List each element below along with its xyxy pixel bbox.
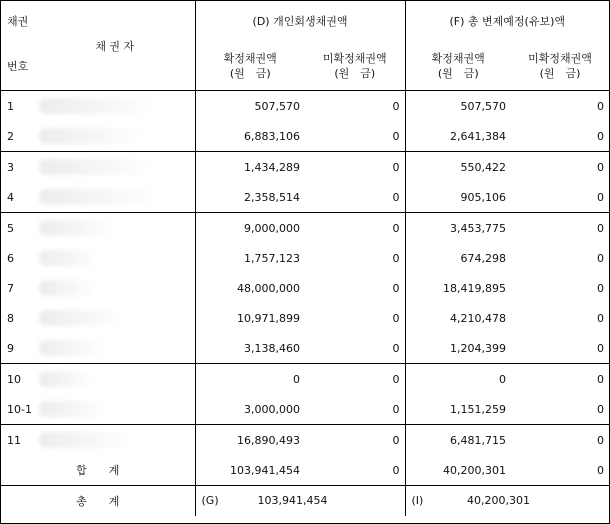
header-f-unconfirmed-label: 미확정채권액 (528, 51, 592, 65)
header-d-confirmed-unit: (원 금) (229, 66, 271, 80)
amount-f-conf: 4,210,478 (405, 303, 511, 333)
header-creditor-no-2: 번호 (1, 41, 35, 91)
amount-f-unconf: 0 (597, 281, 604, 295)
amount-d-unconf: 0 (392, 251, 400, 265)
total-i-cell (405, 486, 609, 517)
amount-f-conf: 6,481,715 (405, 425, 511, 456)
header-creditor: 채 권 자 (35, 1, 195, 91)
amount-d-unconf: 0 (392, 433, 400, 447)
amount-f-unconf: 0 (597, 221, 604, 235)
creditor-number: 10 (7, 372, 21, 386)
table-row (1, 394, 609, 425)
creditor-name-redacted (35, 333, 195, 364)
amount-f-unconf: 0 (511, 333, 609, 364)
creditor-name-redacted (35, 394, 195, 425)
header-group-f: (F) 총 변제예정(유보)액 (405, 1, 609, 41)
amount-f-unconf: 0 (597, 433, 604, 447)
amount-d-unconf: 0 (392, 99, 400, 113)
amount-f-unconf: 0 (597, 99, 604, 113)
header-f-confirmed-unit: (원 금) (437, 66, 479, 80)
amount-d-unconf: 0 (305, 121, 405, 152)
creditor-number: 3 (7, 160, 14, 174)
amount-f-conf: 1,204,399 (405, 333, 511, 364)
amount-f-conf: 1,151,259 (405, 394, 511, 425)
amount-d-conf: 6,883,106 (195, 121, 305, 152)
amount-d-conf: 507,570 (195, 91, 305, 122)
sum-label: 합 계 (1, 455, 195, 486)
amount-d-unconf: 0 (392, 281, 400, 295)
total-i-label: (I) (411, 494, 424, 507)
amount-f-conf: 674,298 (405, 243, 511, 273)
creditor-name-redacted (35, 364, 195, 395)
header-f-confirmed-label: 확정채권액 (431, 51, 485, 65)
creditor-number: 11 (7, 433, 21, 447)
amount-f-unconf: 0 (511, 121, 609, 152)
creditor-name-redacted (35, 213, 195, 244)
amount-f-conf: 905,106 (405, 182, 511, 213)
amount-d-unconf: 0 (305, 394, 405, 425)
total-g-label: (G) (201, 494, 219, 507)
sum-f-unconfirmed: 0 (511, 455, 609, 486)
creditor-name-redacted (35, 243, 195, 273)
amount-d-unconf: 0 (305, 333, 405, 364)
header-f-unconfirmed-unit: (원 금) (539, 66, 581, 80)
header-d-unconfirmed-label: 미확정채권액 (322, 51, 387, 65)
total-i-value: 40,200,301 (467, 494, 530, 507)
creditor-name-redacted (35, 425, 195, 456)
sum-d-confirmed: 103,941,454 (195, 455, 305, 486)
table-row (1, 121, 609, 152)
header-d-confirmed (195, 41, 305, 91)
grand-total-row (1, 486, 609, 517)
total-label: 총 계 (76, 495, 120, 508)
creditor-number: 2 (1, 121, 35, 152)
creditor-number: 1 (7, 99, 14, 113)
creditor-number: 7 (7, 281, 14, 295)
creditor-number: 9 (1, 333, 35, 364)
amount-d-unconf: 0 (392, 372, 400, 386)
amount-d-conf: 3,138,460 (195, 333, 305, 364)
table-row (1, 91, 609, 122)
amount-f-conf: 507,570 (405, 91, 511, 122)
amount-d-conf: 9,000,000 (195, 213, 305, 244)
table-row (1, 273, 609, 303)
total-g-cell (195, 486, 405, 517)
table-row (1, 152, 609, 183)
table-row (1, 213, 609, 244)
header-d-unconfirmed (305, 41, 405, 91)
amount-f-unconf: 0 (597, 372, 604, 386)
sum-f-confirmed: 40,200,301 (405, 455, 511, 486)
amount-d-conf: 1,757,123 (195, 243, 305, 273)
amount-d-conf: 16,890,493 (195, 425, 305, 456)
creditor-number: 4 (1, 182, 35, 213)
table-row (1, 364, 609, 395)
creditor-name-redacted (35, 182, 195, 213)
creditor-number: 6 (7, 251, 14, 265)
amount-f-unconf: 0 (597, 251, 604, 265)
creditor-name-redacted (35, 273, 195, 303)
creditor-name-redacted (35, 152, 195, 183)
amount-f-unconf: 0 (597, 160, 604, 174)
table-row (1, 425, 609, 456)
header-creditor-no-1: 채권 (7, 15, 29, 28)
table-row (1, 243, 609, 273)
creditor-amount-table (1, 1, 609, 516)
header-row-top (1, 1, 609, 41)
creditor-name-redacted (35, 121, 195, 152)
amount-d-conf: 1,434,289 (195, 152, 305, 183)
amount-d-conf: 3,000,000 (195, 394, 305, 425)
sum-row (1, 455, 609, 486)
amount-f-conf: 2,641,384 (405, 121, 511, 152)
amount-d-unconf: 0 (392, 311, 400, 325)
amount-f-unconf: 0 (511, 394, 609, 425)
header-d-confirmed-label: 확정채권액 (223, 51, 277, 65)
table-body (1, 1, 609, 516)
amount-d-conf: 10,971,899 (195, 303, 305, 333)
header-f-confirmed (405, 41, 511, 91)
amount-d-conf: 48,000,000 (195, 273, 305, 303)
table-row (1, 333, 609, 364)
creditor-number: 5 (7, 221, 14, 235)
amount-d-unconf: 0 (305, 182, 405, 213)
amount-d-conf: 2,358,514 (195, 182, 305, 213)
header-d-unconfirmed-unit: (원 금) (334, 66, 376, 80)
header-f-unconfirmed (511, 41, 609, 91)
amount-f-conf: 3,453,775 (405, 213, 511, 244)
table-row (1, 303, 609, 333)
amount-f-unconf: 0 (597, 311, 604, 325)
header-group-d: (D) 개인회생채권액 (195, 1, 405, 41)
total-g-value: 103,941,454 (257, 494, 328, 507)
creditor-name-redacted (35, 91, 195, 122)
amount-f-conf: 0 (405, 364, 511, 395)
creditor-number: 8 (7, 311, 14, 325)
table-row (1, 182, 609, 213)
amount-d-conf: 0 (195, 364, 305, 395)
creditor-name-redacted (35, 303, 195, 333)
amount-d-unconf: 0 (392, 221, 400, 235)
amount-f-conf: 18,419,895 (405, 273, 511, 303)
amount-f-conf: 550,422 (405, 152, 511, 183)
amount-f-unconf: 0 (511, 182, 609, 213)
sum-d-unconfirmed: 0 (305, 455, 405, 486)
creditor-number: 10-1 (1, 394, 35, 425)
amount-d-unconf: 0 (392, 160, 400, 174)
